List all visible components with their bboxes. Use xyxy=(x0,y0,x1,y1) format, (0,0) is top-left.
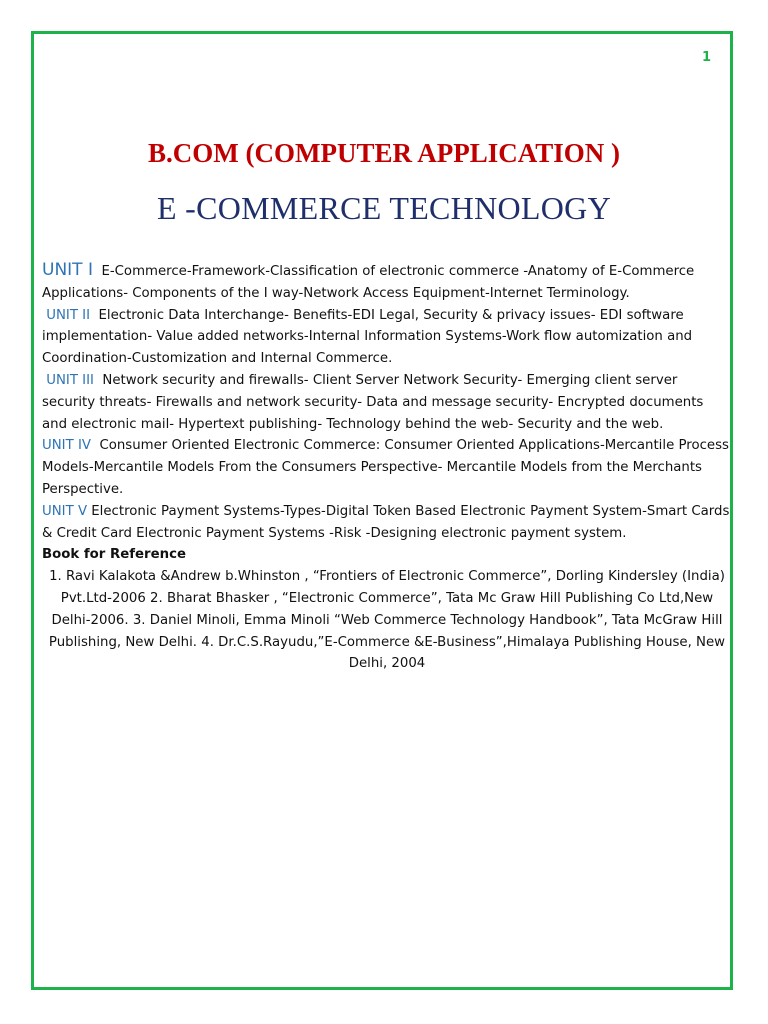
unit-text: Electronic Payment Systems-Types-Digital Token Based Electronic Payment System-Smart Cards & Credit Card Electronic Payment Systems -Risk -Designing electronic payment system. xyxy=(42,503,730,541)
unit-text: Electronic Data Interchange- Benefits-EDI Legal, Security & privacy issues- EDI software implementation- Value added networks-Internal Information Systems-Work flow automization and Coordination-Customization and Internal Commerce. xyxy=(42,307,693,367)
unit-text: Network security and firewalls- Client Server Network Security- Emerging client server security threats- Firewalls and network security- Data and message security- Encrypted documents and electronic mail- Hypertext publishing- Technology behind the web- Security and the web. xyxy=(42,372,704,432)
unit-2 xyxy=(42,305,732,370)
unit-text: Consumer Oriented Electronic Commerce: Consumer Oriented Applications-Mercantile Process Models-Mercantile Models From the Consumers Perspective- Mercantile Models from the Merchants Perspective. xyxy=(42,438,729,497)
subject-title: E -COMMERCE TECHNOLOGY xyxy=(156,190,611,226)
unit-label: UNIT III xyxy=(46,372,94,388)
syllabus-content xyxy=(42,260,732,675)
unit-label: UNIT IV xyxy=(42,438,91,454)
unit-4 xyxy=(42,435,732,500)
reference-list: 1. Ravi Kalakota &Andrew b.Whinston , “Frontiers of Electronic Commerce”, Dorling Kindersley (India) Pvt.Ltd-2006 2. Bharat Bhasker , “Electronic Commerce”, Tata Mc Graw Hill Publishing Co Ltd,New Delhi-2006. 3. Daniel Minoli, Emma Minoli “Web Commerce Technology Handbook”, Tata McGraw Hill Publishing, New Delhi. 4. Dr.C.S.Rayudu,”E-Commerce &E-Business”,Himalaya Publishing House, New Delhi, 2004 xyxy=(48,569,726,672)
unit-label: UNIT V xyxy=(42,503,88,519)
unit-label: UNIT I xyxy=(42,260,93,280)
page-number: 1 xyxy=(702,50,712,65)
reference-heading: Book for Reference xyxy=(42,547,186,563)
unit-1 xyxy=(42,260,732,305)
course-title: B.COM (COMPUTER APPLICATION ) xyxy=(148,138,620,168)
unit-text: E-Commerce-Framework-Classification of electronic commerce -Anatomy of E-Commerce Applications- Components of the I way-Network Access Equipment-Internet Terminology. xyxy=(42,264,695,301)
unit-3 xyxy=(42,370,732,435)
unit-label: UNIT II xyxy=(46,307,91,323)
unit-5 xyxy=(42,501,732,545)
